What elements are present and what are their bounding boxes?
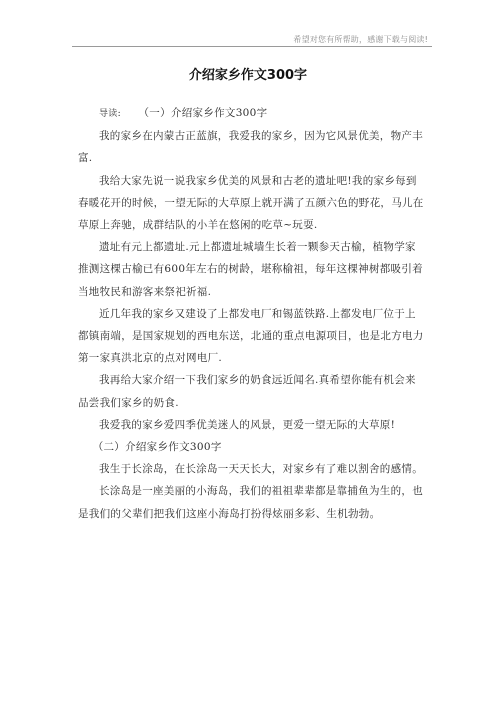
document-body (78, 102, 424, 525)
header-divider (72, 46, 432, 47)
paragraph-5: 我再给大家介绍一下我们家乡的奶食远近闻名.真希望你能有机会来品尝我们家乡的奶食. (78, 374, 416, 409)
paragraph-3: 遗址有元上都遗址.元上都遗址城墙生长着一颗参天古榆，植物学家推测这棵古榆已有600年左右的树龄，堪称榆祖，每年这棵神树都吸引着当地牧民和游客来祭祀祈福. (78, 241, 423, 298)
paragraph-2: 我给大家先说一说我家乡优美的风景和古老的遗址吧!我的家乡每到春暖花开的时候，一望无际的大草原上就开满了五颜六色的野花，马儿在草原上奔驰，成群结队的小羊在悠闲的吃草~玩耍. (78, 174, 424, 232)
lead-label: 导读: (99, 109, 121, 119)
section-2-heading: （二）介绍家乡作文300字 (92, 441, 222, 454)
paragraph-4: 近几年我的家乡又建设了上都发电厂和锡蓝铁路.上都发电厂位于上都镇南端，是国家规划的西电东送，北通的重点电源项目，也是北方电力第一家真洪北京的点对网电厂. (78, 307, 424, 365)
paragraph-6: 我爱我的家乡爱四季优美迷人的风景，更爱一望无际的大草原! (99, 418, 396, 431)
document-title: 介绍家乡作文300字 (188, 68, 308, 83)
paragraph-1: 我的家乡在内蒙古正蓝旗，我爱我的家乡，因为它风景优美，物产丰富. (78, 130, 423, 165)
section-2-paragraph-1: 我生于长涂岛，在长涂岛一天天长大，对家乡有了难以割舍的感情。 (99, 463, 423, 476)
section-2-paragraph-2: 长涂岛是一座美丽的小海岛，我们的祖祖辈辈都是靠捕鱼为生的，也是我们的父辈们把我们这座小海岛打扮得炫丽多彩、生机勃勃。 (78, 485, 423, 520)
lead-line (78, 102, 424, 125)
header-note: 希望对您有所帮助，感谢下载与阅读! (293, 35, 428, 44)
section-1-heading: （一）介绍家乡作文300字 (138, 107, 268, 119)
